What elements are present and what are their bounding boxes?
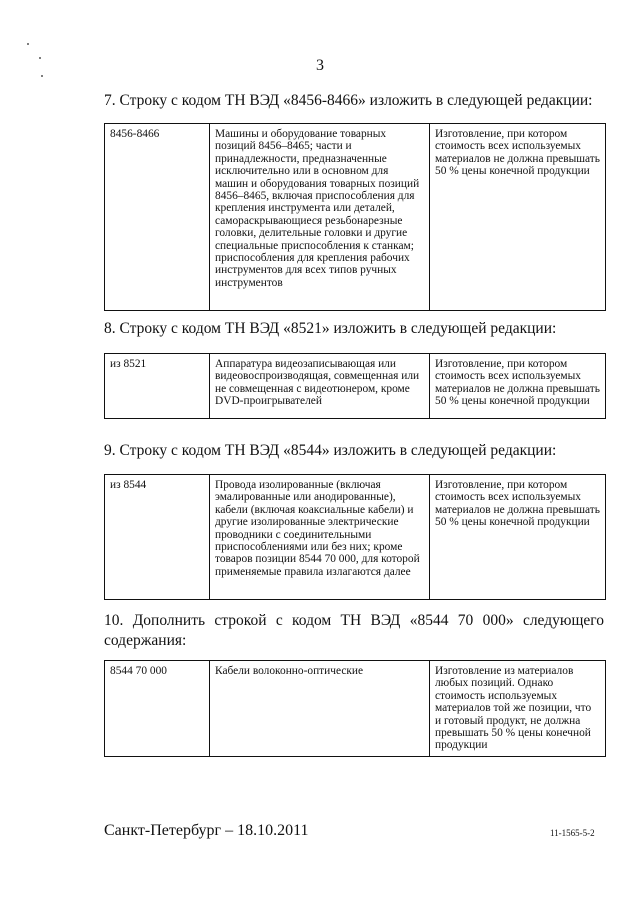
- page-number: 3: [316, 57, 324, 74]
- table-row: [105, 661, 606, 757]
- description-cell: Кабели волоконно-оптические: [210, 661, 430, 757]
- condition-cell: Изготовление из материалов любых позиций. Однако стоимость используемых материалов той же позиции, что и готовый продукт, не должна превышать 50 % цены конечной продукции: [430, 661, 606, 757]
- section-heading-8: 8. Строку с кодом ТН ВЭД «8521» изложить в следующей редакции:: [104, 320, 557, 337]
- code-table-10: [104, 660, 606, 757]
- section-heading-9: 9. Строку с кодом ТН ВЭД «8544» изложить в следующей редакции:: [104, 442, 557, 459]
- scan-speck: [27, 43, 29, 45]
- code-table-8: [104, 353, 606, 419]
- tnved-code-cell: 8544 70 000: [105, 661, 210, 757]
- description-cell: Машины и оборудование товарных позиций 8456–8465; части и принадлежности, предназначенные исключительно или в основном для машин и оборудования товарных позиций 8456–8465, включая приспособления для крепления инструмента или деталей, самораскрывающиеся резьбонарезные головки, делительные головки и другие специальные приспособления к станкам; приспособления для крепления рабочих инструментов для всех типов ручных инструментов: [210, 124, 430, 311]
- footer-document-code: 11-1565-5-2: [550, 828, 595, 838]
- code-table-9: [104, 474, 606, 600]
- condition-cell: Изготовление, при котором стоимость всех используемых материалов не должна превышать 50 % цены конечной продукции: [430, 475, 606, 600]
- section-heading-10: 10. Дополнить строкой с кодом ТН ВЭД «8544 70 000» следующего содержания:: [104, 612, 604, 649]
- footer-city-date: Санкт-Петербург – 18.10.2011: [104, 822, 309, 839]
- scan-speck: [41, 75, 43, 77]
- tnved-code-cell: из 8544: [105, 475, 210, 600]
- description-cell: Провода изолированные (включая эмалированные или анодированные), кабели (включая коаксиальные кабели) и другие изолированные электрические проводники с соединительными приспособлениями или без них; кроме товаров позиции 8544 70 000, для которой применяемые правила излагаются далее: [210, 475, 430, 600]
- tnved-code-cell: из 8521: [105, 354, 210, 419]
- description-cell: Аппаратура видеозаписывающая или видеовоспроизводящая, совмещенная или не совмещенная с видеотюнером, кроме DVD-проигрывателей: [210, 354, 430, 419]
- table-row: [105, 475, 606, 600]
- tnved-code-cell: 8456-8466: [105, 124, 210, 311]
- condition-cell: Изготовление, при котором стоимость всех используемых материалов не должна превышать 50 % цены конечной продукции: [430, 124, 606, 311]
- table-row: [105, 124, 606, 311]
- condition-cell: Изготовление, при котором стоимость всех используемых материалов не должна превышать 50 % цены конечной продукции: [430, 354, 606, 419]
- table-row: [105, 354, 606, 419]
- section-heading-7: 7. Строку с кодом ТН ВЭД «8456-8466» изложить в следующей редакции:: [104, 92, 593, 109]
- code-table-7: [104, 123, 606, 311]
